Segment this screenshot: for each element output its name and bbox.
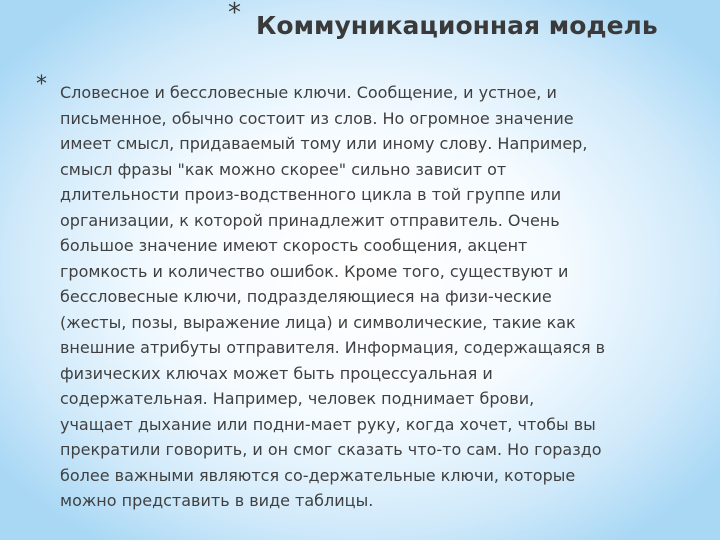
body-line: Словесное и бессловесные ключи. Сообщение, и устное, и <box>60 83 557 102</box>
body-line: содержательная. Например, человек поднимает брови, <box>60 389 535 408</box>
body-line: прекратили говорить, и он смог сказать что-то сам. Но гораздо <box>60 440 602 459</box>
body-line: внешние атрибуты отправителя. Информация, содержащаяся в <box>60 338 606 357</box>
body-line: смысл фразы "как можно скорее" сильно зависит от <box>60 159 507 179</box>
body-line: физических ключах может быть процессуальная и <box>60 363 493 383</box>
title-bullet: * <box>228 0 241 28</box>
body-line: (жесты, позы, выражение лица) и символические, такие как <box>60 312 576 332</box>
body-line: громкость и количество ошибок. Кроме того, существуют и <box>60 261 569 281</box>
body-line: организации, к которой принадлежит отправитель. Очень <box>60 210 560 230</box>
body-line: большое значение имеют скорость сообщения, акцент <box>60 236 528 255</box>
body-line: бессловесные ключи, подразделяющиеся на физи-ческие <box>60 287 552 306</box>
body-line: письменное, обычно состоит из слов. Но огромное значение <box>60 108 574 128</box>
body-paragraph <box>60 80 700 514</box>
body-line: длительности произ-водственного цикла в той группе или <box>60 185 562 204</box>
body-bullet: * <box>36 72 47 97</box>
body-line: учащает дыхание или подни-мает руку, когда хочет, чтобы вы <box>60 414 596 434</box>
body-line: можно представить в виде таблицы. <box>60 491 374 510</box>
title-row <box>228 0 708 48</box>
slide-title: Коммуникационная модель <box>256 11 658 40</box>
body-line: более важными являются со-держательные ключи, которые <box>60 465 576 485</box>
body-line: имеет смысл, придаваемый тому или иному слову. Например, <box>60 134 588 153</box>
